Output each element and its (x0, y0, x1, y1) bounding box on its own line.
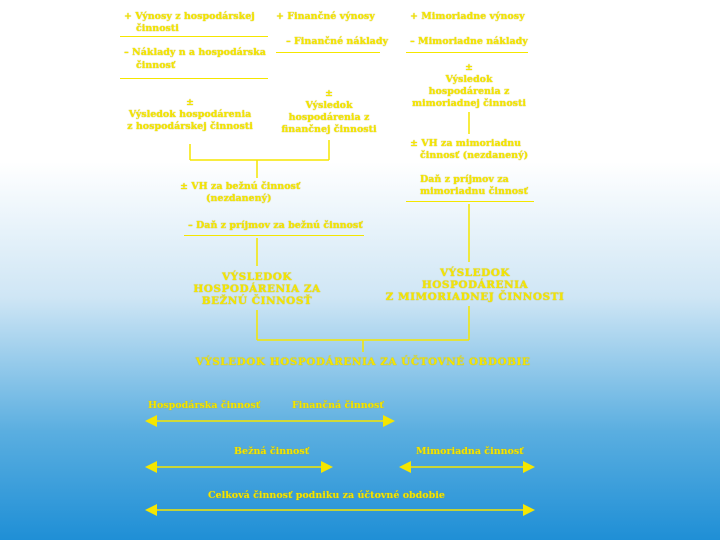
financial-result-3: finančnej činnosti (281, 124, 377, 135)
legend-overall: Celková činnosť podniku za účtovné obdobie (208, 490, 445, 501)
economic-result-2: z hospodárskej činnosti (127, 121, 253, 132)
economic-result: Výsledok hospodárenia (128, 109, 252, 120)
vh-ordinary-2: (nezdanený) (206, 193, 272, 204)
economic-revenues-2: činnosti (136, 23, 179, 34)
extra-result: Výsledok (445, 74, 493, 85)
financial-revenues: + Finančné výnosy (276, 11, 375, 22)
vh-extra: ± VH za mimoriadnu (410, 138, 522, 149)
result-ordinary: VÝSLEDOK (222, 271, 292, 283)
legend-economic: Hospodárska činnosť (148, 400, 261, 411)
tax-extra: Daň z príjmov za (420, 174, 509, 185)
vh-ordinary: ± VH za bežnú činnosť (180, 181, 301, 192)
legend-ordinary: Bežná činnosť (234, 446, 310, 457)
tax-ordinary: – Daň z príjmov za bežnú činnosť (188, 220, 363, 231)
extra-revenues: + Mimoriadne výnosy (410, 11, 525, 22)
financial-costs: – Finančné náklady (286, 36, 388, 47)
extra-result-2: hospodárenia z (428, 86, 510, 97)
legend-financial: Finančná činnosť (292, 400, 384, 411)
financial-result-sign: ± (325, 88, 333, 99)
result-total: VÝSLEDOK HOSPODÁRENIA ZA ÚČTOVNÉ OBDOBIE (195, 356, 531, 368)
economic-costs-2: činnosť (136, 60, 176, 71)
financial-result: Výsledok (305, 100, 353, 111)
extra-result-3: mimoriadnej činnosti (411, 98, 527, 109)
extra-result-sign: ± (465, 62, 473, 73)
result-extra: VÝSLEDOK (440, 267, 510, 279)
result-ordinary-3: BEŽNÚ ČINNOSŤ (201, 295, 313, 307)
economic-costs: – Náklady n a hospodárska (124, 47, 266, 58)
result-extra-3: Z MIMORIADNEJ ČINNOSTI (385, 291, 565, 303)
legend-extraordinary: Mimoriadna činnosť (416, 446, 524, 457)
economic-result-sign: ± (186, 97, 194, 108)
extra-costs: – Mimoriadne náklady (410, 36, 528, 47)
financial-result-2: hospodárenia z (288, 112, 370, 123)
economic-revenues: + Výnosy z hospodárskej (124, 11, 255, 22)
result-ordinary-2: HOSPODÁRENIA ZA (193, 283, 321, 295)
tax-extra-2: mimoriadnu činnosť (420, 186, 528, 197)
result-extra-2: HOSPODÁRENIA (421, 279, 529, 291)
vh-extra-2: činnosť (nezdanený) (420, 150, 529, 161)
